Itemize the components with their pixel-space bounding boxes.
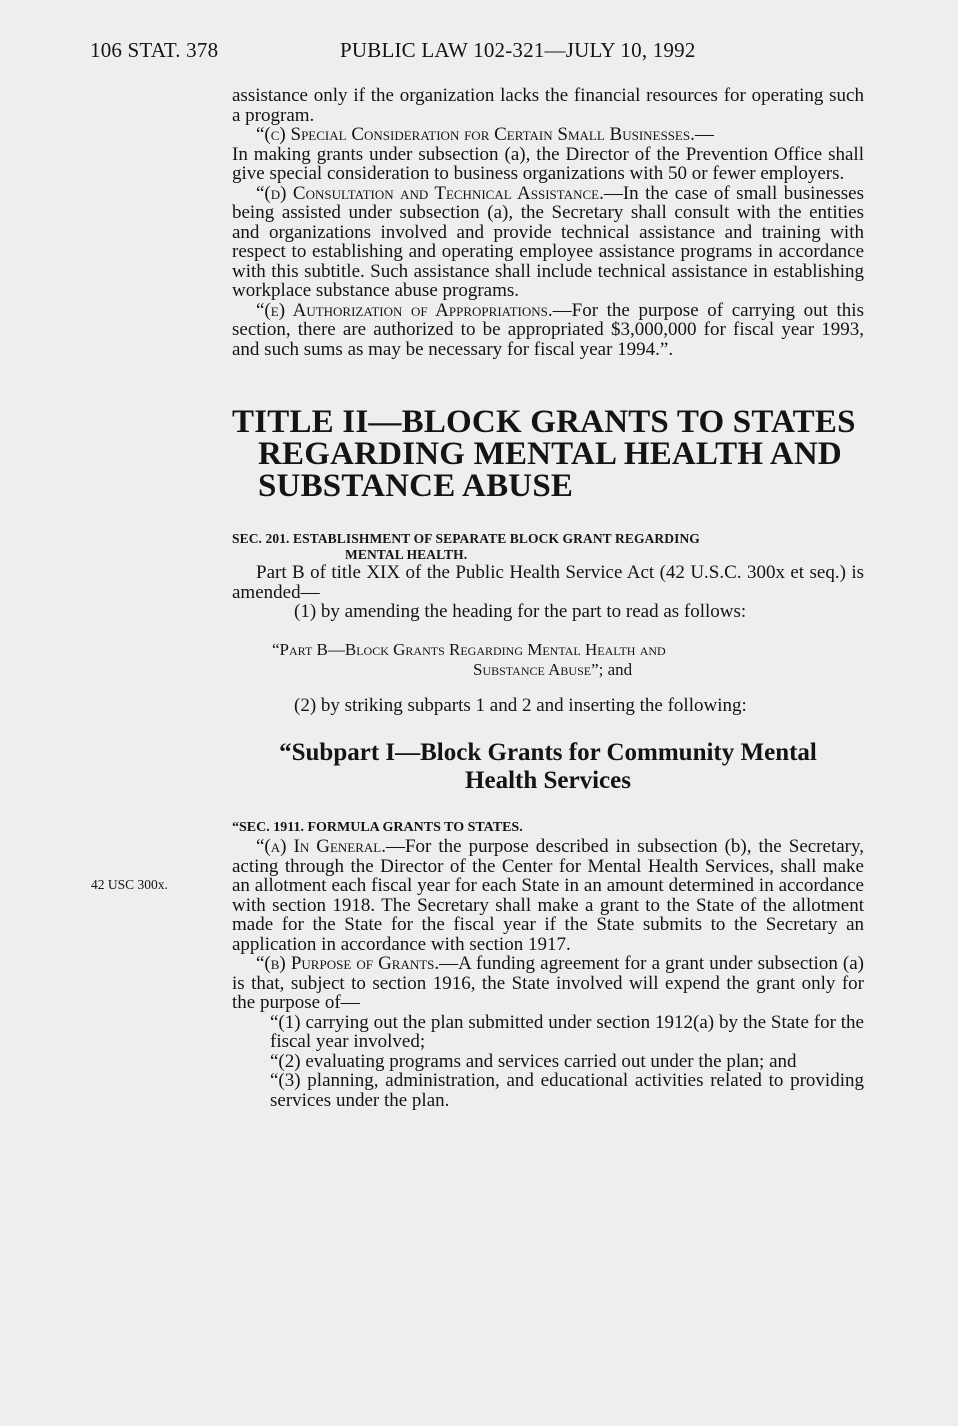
amend-item-2: (2) by striking subparts 1 and 2 and inserting the following: (294, 694, 747, 716)
paragraph-c (232, 125, 864, 145)
section-1911-b (232, 954, 864, 1013)
running-header: PUBLIC LAW 102-321—JULY 10, 1992 (340, 38, 696, 62)
part-b-line-1: “Part B—Block Grants Regarding Mental Health and (272, 639, 666, 659)
section-1911-a (232, 837, 864, 954)
amend-intro: Part B of title XIX of the Public Health Service Act (42 U.S.C. 300x et seq.) is amended— (232, 562, 864, 603)
section-201-heading (232, 531, 864, 563)
paragraph-d (232, 184, 864, 301)
paragraph-e-body: —For the purpose of carrying out this section, there are authorized to be appropriated $3,000,000 for fiscal year 1993, and such sums as may be necessary for fiscal year 1994.”. (232, 299, 864, 360)
section-1911-b-heading: “(b) Purpose of Grants. (256, 953, 440, 974)
title-line-2: REGARDING MENTAL HEALTH AND (258, 436, 842, 472)
subpart-line-2: Health Services (465, 767, 631, 794)
title-heading (232, 406, 864, 502)
paragraph-e (232, 301, 864, 360)
part-b-heading (232, 640, 864, 680)
body-text (232, 86, 864, 1110)
section-1911-a-body: —For the purpose described in subsection (b), the Secretary, acting through the Director of the Center for Mental Health Services, shall make an allotment each fiscal year for each State in an amount determined in accordance with section 1918. The Secretary shall make a grant to the State of the allotment made for the State for the fiscal year if the State submits to the Secretary an application in accordance with section 1917. (232, 836, 864, 955)
section-1911-b-2: “(2) evaluating programs and services carried out under the plan; and (270, 1050, 797, 1072)
paragraph-c-heading: “(c) Special Consideration for Certain Small Businesses.— (256, 124, 714, 145)
paragraph-c-body: In making grants under subsection (a), the Director of the Prevention Office shall give special consideration to business organizations with 50 or fewer employers. (232, 143, 864, 184)
section-1911-heading: “SEC. 1911. FORMULA GRANTS TO STATES. (232, 820, 523, 835)
part-b-line-2: Substance Abuse (473, 659, 592, 679)
page-stat-number: 106 STAT. 378 (90, 38, 219, 62)
section-201-line-1: SEC. 201. ESTABLISHMENT OF SEPARATE BLOCK GRANT REGARDING (232, 531, 700, 546)
paragraph-e-heading: “(e) Authorization of Appropriations. (256, 299, 553, 321)
section-201-line-2: MENTAL HEALTH. (345, 547, 468, 562)
subpart-line-1: “Subpart I—Block Grants for Community Mental (279, 739, 817, 766)
paragraph-d-heading: “(d) Consultation and Technical Assistance. (256, 182, 604, 204)
part-b-tail: ”; and (591, 659, 633, 679)
amend-item-1: (1) by amending the heading for the part to read as follows: (294, 601, 747, 622)
section-1911-b-1: “(1) carrying out the plan submitted under section 1912(a) by the State for the fiscal year involved; (270, 1011, 864, 1052)
title-line-1: TITLE II—BLOCK GRANTS TO STATES (232, 404, 856, 440)
subpart-heading (232, 739, 864, 795)
margin-citation: 42 USC 300x. (91, 877, 168, 892)
title-line-3: SUBSTANCE ABUSE (258, 468, 574, 504)
paragraph-continued: assistance only if the organization lacks the financial resources for operating such a program. (232, 85, 864, 126)
paragraph-d-body: —In the case of small businesses being assisted under subsection (a), the Secretary shall consult with the entities and organizations involved and provide technical assistance and training with respect to establishing and operating employee assistance programs in accordance with this subtitle. Such assistance shall include technical assistance in establishing workplace substance abuse programs. (232, 182, 865, 301)
section-1911-a-heading: “(a) In General. (256, 836, 386, 857)
section-1911-b-body: —A funding agreement for a grant under subsection (a) is that, subject to section 1916, the State involved will expend the grant only for the purpose of— (232, 953, 864, 1013)
section-1911-b-3: “(3) planning, administration, and educational activities related to providing services under the plan. (270, 1070, 864, 1111)
